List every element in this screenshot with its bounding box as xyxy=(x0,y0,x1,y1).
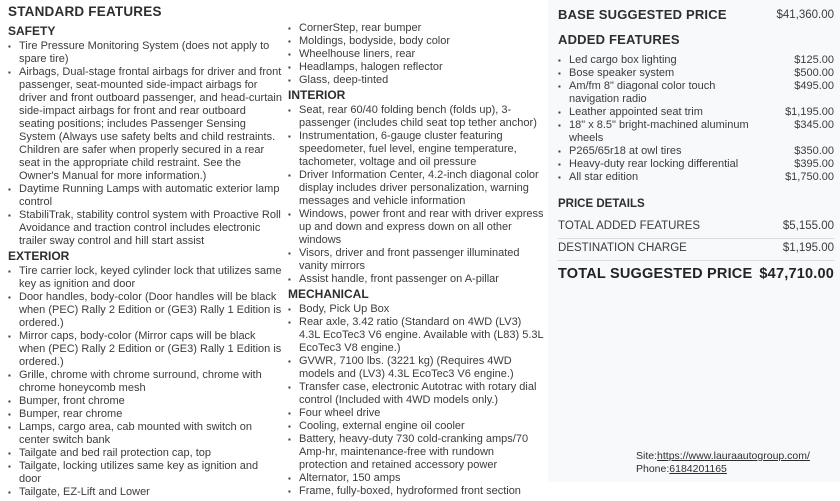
feature-item-text: Bumper, rear chrome xyxy=(19,408,123,420)
feature-item-text: Tire carrier lock, keyed cylinder lock that utilizes same key as ignition and door xyxy=(19,265,282,290)
bullet-icon: ▪ xyxy=(288,383,291,392)
price-detail-value: $1,195.00 xyxy=(782,242,834,254)
feature-item-text: GVWR, 7100 lbs. (3221 kg) (Requires 4WD models and (LV3) 4.3L EcoTec3 V6 engine.) xyxy=(299,355,514,380)
added-feature-label xyxy=(558,158,763,171)
total-price-label: TOTAL SUGGESTED PRICE xyxy=(558,266,753,282)
feature-item xyxy=(288,303,544,316)
feature-item xyxy=(8,486,282,499)
added-feature-price: $1,750.00 xyxy=(785,171,834,183)
bullet-icon: ▪ xyxy=(288,318,291,327)
feature-item xyxy=(288,472,544,485)
feature-item-text: Airbags, Dual-stage frontal airbags for driver and front passenger, seat-mounted side-impact airbags for driver and front outboard passenger, and head-curtain side-impact airbags for front and rear outboard seating positions; includes Passenger Sensing System (Always use safety belts and child restraints. Children are safer when properly secured in a rear seat in the appropriate child restraint. See the Owner's Manual for more information.) xyxy=(19,66,282,182)
feature-item-text: Lamps, cargo area, cab mounted with switch on center switch bank xyxy=(19,421,252,446)
feature-item xyxy=(288,273,544,286)
bullet-icon: ▪ xyxy=(558,173,561,182)
feature-item-text: Battery, heavy-duty 730 cold-cranking amps/70 Amp-hr, maintenance-free with rundown protection and retained accessory power xyxy=(299,433,529,471)
bullet-icon: ▪ xyxy=(558,69,561,78)
feature-item xyxy=(8,408,282,421)
bullet-icon: ▪ xyxy=(288,422,291,431)
bullet-icon: ▪ xyxy=(288,37,291,46)
feature-item-text: Glass, deep-tinted xyxy=(299,74,389,86)
phone-link[interactable]: 6184201165 xyxy=(669,463,727,475)
feature-item-text: Mirror caps, body-color (Mirror caps will be black when (PEC) Rally 2 Edition or (GE3) Rally 1 Edition is ordered.) xyxy=(19,330,282,368)
section-heading-mechanical: MECHANICAL xyxy=(288,287,369,301)
base-price-value: $41,360.00 xyxy=(776,9,834,21)
bullet-icon: ▪ xyxy=(8,462,11,471)
price-detail-label: DESTINATION CHARGE xyxy=(558,242,687,254)
feature-item xyxy=(8,291,282,330)
added-feature-label xyxy=(558,119,763,145)
bullet-icon: ▪ xyxy=(8,68,11,77)
bullet-icon: ▪ xyxy=(288,63,291,72)
price-detail-label: TOTAL ADDED FEATURES xyxy=(558,220,701,232)
added-feature-row xyxy=(558,145,834,158)
bullet-icon: ▪ xyxy=(288,357,291,366)
feature-item-text: Seat, rear 60/40 folding bench (folds up), 3-passenger (includes child seat top tether anchor) xyxy=(299,104,537,129)
added-features-heading: ADDED FEATURES xyxy=(558,32,680,47)
feature-item xyxy=(8,460,282,486)
bullet-icon: ▪ xyxy=(8,371,11,380)
bullet-icon: ▪ xyxy=(288,50,291,59)
feature-item-text: Tire Pressure Monitoring System (does not apply to spare tire) xyxy=(19,40,270,65)
bullet-icon: ▪ xyxy=(8,293,11,302)
bullet-icon: ▪ xyxy=(288,106,291,115)
added-feature-row xyxy=(558,106,834,119)
price-detail-row xyxy=(558,239,834,261)
feature-item-text: Windows, power front and rear with driver express up and down and express down on all other windows xyxy=(299,208,544,246)
feature-item-text: Alternator, 150 amps xyxy=(299,472,401,484)
bullet-icon: ▪ xyxy=(8,488,11,497)
bullet-icon: ▪ xyxy=(558,108,561,117)
bullet-icon: ▪ xyxy=(8,185,11,194)
added-feature-row xyxy=(558,158,834,171)
feature-item-text: Grille, chrome with chrome surround, chrome with chrome honeycomb mesh xyxy=(19,369,262,394)
feature-item xyxy=(8,447,282,460)
feature-item xyxy=(288,74,544,87)
bullet-icon: ▪ xyxy=(288,474,291,483)
bullet-icon: ▪ xyxy=(8,410,11,419)
feature-item xyxy=(288,169,544,208)
feature-item xyxy=(288,316,544,355)
bullet-icon: ▪ xyxy=(558,121,561,130)
added-feature-text: Heavy-duty rear locking differential xyxy=(569,158,739,170)
mechanical-list xyxy=(288,303,544,498)
feature-item-text: Bumper, front chrome xyxy=(19,395,125,407)
added-feature-price: $125.00 xyxy=(794,54,834,66)
feature-item xyxy=(288,247,544,273)
added-feature-price: $350.00 xyxy=(794,145,834,157)
price-detail-value: $5,155.00 xyxy=(782,220,834,232)
added-feature-text: 18" x 8.5" bright-machined aluminum wheels xyxy=(569,119,749,144)
feature-item-text: Assist handle, front passenger on A-pillar xyxy=(299,273,499,285)
section-heading-exterior: EXTERIOR xyxy=(8,249,70,263)
added-feature-text: All star edition xyxy=(569,171,639,183)
feature-item-text: CornerStep, rear bumper xyxy=(299,22,422,34)
feature-item-text: Tailgate and bed rail protection cap, top xyxy=(19,447,212,459)
site-line xyxy=(636,450,810,463)
bullet-icon: ▪ xyxy=(8,267,11,276)
added-feature-label xyxy=(558,106,763,119)
feature-item xyxy=(288,433,544,472)
feature-item xyxy=(8,265,282,291)
bullet-icon: ▪ xyxy=(288,132,291,141)
exterior-continued-list xyxy=(288,22,544,87)
price-detail-row xyxy=(558,217,834,239)
bullet-icon: ▪ xyxy=(8,423,11,432)
bullet-icon: ▪ xyxy=(288,171,291,180)
feature-item-text: Driver Information Center, 4.2-inch diagonal color display includes driver personalization, warning messages and vehicle information xyxy=(299,169,539,207)
feature-item-text: Cooling, external engine oil cooler xyxy=(299,420,465,432)
bullet-icon: ▪ xyxy=(288,409,291,418)
feature-item xyxy=(8,183,282,209)
added-feature-text: Led cargo box lighting xyxy=(569,54,677,66)
added-feature-label xyxy=(558,171,763,184)
added-feature-label xyxy=(558,67,763,80)
bullet-icon: ▪ xyxy=(558,160,561,169)
feature-item xyxy=(288,208,544,247)
feature-item xyxy=(8,209,282,248)
added-feature-price: $345.00 xyxy=(794,119,834,131)
bullet-icon: ▪ xyxy=(558,147,561,156)
bullet-icon: ▪ xyxy=(8,449,11,458)
bullet-icon: ▪ xyxy=(288,275,291,284)
price-panel xyxy=(548,0,840,482)
dealer-contact xyxy=(636,450,810,476)
bullet-icon: ▪ xyxy=(288,210,291,219)
feature-item xyxy=(288,420,544,433)
added-feature-price: $500.00 xyxy=(794,67,834,79)
added-feature-price: $1,195.00 xyxy=(785,106,834,118)
added-feature-row xyxy=(558,119,834,145)
bullet-icon: ▪ xyxy=(8,42,11,51)
section-heading-interior: INTERIOR xyxy=(288,88,346,102)
added-feature-text: Am/fm 8" diagonal color touch navigation radio xyxy=(569,80,716,105)
feature-item xyxy=(8,330,282,369)
safety-list xyxy=(8,40,282,248)
bullet-icon: ▪ xyxy=(288,76,291,85)
added-feature-label xyxy=(558,54,763,67)
added-feature-row xyxy=(558,67,834,80)
exterior-list xyxy=(8,265,282,499)
bullet-icon: ▪ xyxy=(288,487,291,496)
feature-item-text: Daytime Running Lamps with automatic exterior lamp control xyxy=(19,183,280,208)
bullet-icon: ▪ xyxy=(288,249,291,258)
standard-features-column xyxy=(8,0,282,501)
feature-item-text: Frame, fully-boxed, hydroformed front section xyxy=(299,485,521,497)
bullet-icon: ▪ xyxy=(8,397,11,406)
feature-item-text: Moldings, bodyside, body color xyxy=(299,35,451,47)
feature-item xyxy=(288,35,544,48)
section-heading-safety: SAFETY xyxy=(8,24,56,38)
feature-item-text: Tailgate, EZ-Lift and Lower xyxy=(19,486,150,498)
feature-item xyxy=(288,381,544,407)
base-price-row xyxy=(558,8,834,22)
feature-item-text: Tailgate, locking utilizes same key as ignition and door xyxy=(19,460,259,485)
feature-item xyxy=(8,395,282,408)
feature-item-text: Door handles, body-color (Door handles will be black when (PEC) Rally 2 Edition or (GE3) Rally 1 Edition is ordered.) xyxy=(19,291,282,329)
added-feature-text: P265/65r18 at owl tires xyxy=(569,145,682,157)
feature-item xyxy=(288,355,544,381)
feature-item-text: Four wheel drive xyxy=(299,407,381,419)
bullet-icon: ▪ xyxy=(288,435,291,444)
feature-item xyxy=(8,369,282,395)
added-features-list xyxy=(558,54,834,184)
feature-item-text: Instrumentation, 6-gauge cluster featuring speedometer, fuel level, engine temperature, tachometer, voltage and oil pressure xyxy=(299,130,517,168)
feature-item xyxy=(288,61,544,74)
feature-item xyxy=(288,485,544,498)
bullet-icon: ▪ xyxy=(8,332,11,341)
phone-label: Phone: xyxy=(636,463,670,475)
feature-item-text: StabiliTrak, stability control system with Proactive Roll Avoidance and traction control includes electronic trailer sway control and hill start assist xyxy=(19,209,281,247)
feature-item-text: Visors, driver and front passenger illuminated vanity mirrors xyxy=(299,247,520,272)
total-price-value: $47,710.00 xyxy=(759,266,834,282)
base-price-label: BASE SUGGESTED PRICE xyxy=(558,7,727,22)
feature-item xyxy=(288,48,544,61)
bullet-icon: ▪ xyxy=(558,82,561,91)
added-feature-label xyxy=(558,145,763,158)
bullet-icon: ▪ xyxy=(288,305,291,314)
site-label: Site: xyxy=(636,450,658,462)
phone-line xyxy=(636,463,810,476)
interior-list xyxy=(288,104,544,286)
page-title: STANDARD FEATURES xyxy=(8,4,162,19)
price-details-heading: PRICE DETAILS xyxy=(558,198,645,210)
added-feature-price: $495.00 xyxy=(794,80,834,92)
added-feature-label xyxy=(558,80,763,106)
added-feature-row xyxy=(558,171,834,184)
feature-item xyxy=(8,66,282,183)
site-link[interactable]: https://www.lauraautogroup.com/ xyxy=(657,450,810,462)
feature-item-text: Headlamps, halogen reflector xyxy=(299,61,443,73)
feature-item xyxy=(288,407,544,420)
added-feature-text: Leather appointed seat trim xyxy=(569,106,703,118)
added-feature-row xyxy=(558,54,834,67)
added-feature-price: $395.00 xyxy=(794,158,834,170)
standard-features-column-2 xyxy=(288,0,544,500)
bullet-icon: ▪ xyxy=(8,211,11,220)
added-feature-text: Bose speaker system xyxy=(569,67,675,79)
feature-item xyxy=(288,104,544,130)
total-suggested-price-row xyxy=(558,261,834,281)
added-feature-row xyxy=(558,80,834,106)
feature-item xyxy=(288,22,544,35)
bullet-icon: ▪ xyxy=(288,24,291,33)
feature-item xyxy=(8,421,282,447)
bullet-icon: ▪ xyxy=(558,56,561,65)
feature-item xyxy=(8,40,282,66)
feature-item-text: Transfer case, electronic Autotrac with rotary dial control (Included with 4WD models only.) xyxy=(299,381,537,406)
price-details-rows xyxy=(558,217,834,261)
feature-item-text: Wheelhouse liners, rear xyxy=(299,48,416,60)
feature-item-text: Rear axle, 3.42 ratio (Standard on 4WD (LV3) 4.3L EcoTec3 V6 engine. Available with (L83) 5.3L EcoTec3 V8 engine.) xyxy=(299,316,544,354)
feature-item xyxy=(288,130,544,169)
feature-item-text: Body, Pick Up Box xyxy=(299,303,390,315)
